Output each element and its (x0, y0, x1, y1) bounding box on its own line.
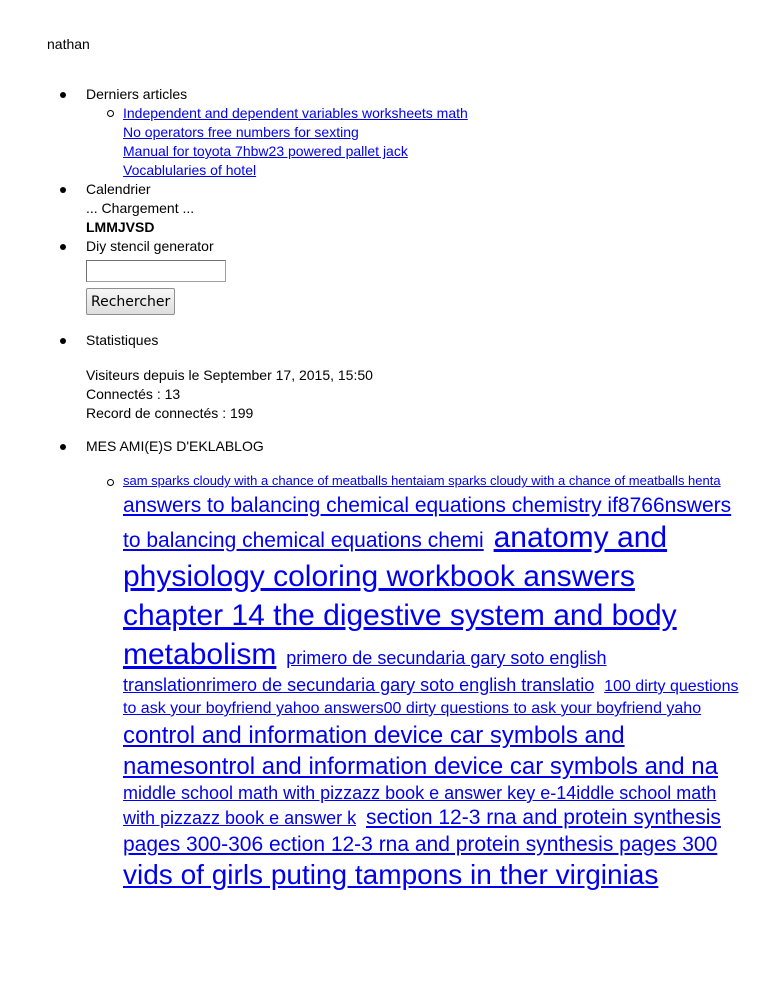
blog-title: nathan (47, 36, 90, 52)
article-link-1[interactable]: Independent and dependent variables worksheets math (123, 105, 468, 121)
latest-articles-heading: Derniers articles (86, 86, 188, 102)
friend-tag-link[interactable]: middle school math with pizzazz book e answer key e-14iddle school math with pizzazz book e answer k (123, 783, 717, 828)
search-input[interactable] (86, 260, 226, 282)
friend-tag-link[interactable]: primero de secundaria gary soto english translationrimero de secundaria gary soto english translatio (123, 648, 607, 695)
statistics-heading: Statistiques (86, 332, 159, 348)
friend-tag-link[interactable]: sam sparks cloudy with a chance of meatballs hentaiam sparks cloudy with a chance of meatballs henta (123, 473, 721, 488)
widget-calendar (50, 180, 740, 237)
friends-list (86, 469, 740, 892)
friend-tag-link[interactable]: 100 dirty questions to ask your boyfriend yahoo answers00 dirty questions to ask your boyfriend yaho (123, 678, 739, 717)
search-button[interactable]: Rechercher (86, 288, 175, 315)
article-link-2[interactable]: No operators free numbers for sexting (123, 124, 359, 140)
widget-statistics (50, 331, 740, 423)
bullet-circle-icon (107, 479, 114, 486)
bullet-disc-icon (60, 244, 66, 250)
bullet-disc-icon (60, 187, 66, 193)
friend-tag-link[interactable]: section 12-3 rna and protein synthesis pages 300-306 ection 12-3 rna and protein synthesis pages 300 (123, 806, 721, 856)
search-heading: Diy stencil generator (86, 238, 214, 254)
widget-friends (50, 437, 740, 892)
widget-search (50, 237, 740, 315)
widget-latest-articles (50, 85, 740, 180)
calendar-loading: ... Chargement ... (86, 200, 195, 216)
stats-online: Connectés : 13 (86, 386, 181, 402)
calendar-heading: Calendrier (86, 181, 151, 197)
stats-record: Record de connectés : 199 (86, 405, 254, 421)
article-link-4[interactable]: Vocablularies of hotel (123, 162, 257, 178)
friend-tag-link[interactable]: vids of girls puting tampons in ther virginias (123, 859, 659, 890)
list-item (86, 104, 740, 180)
friend-tag-link[interactable]: control and information device car symbols and namesontrol and information device car symbols and na (123, 722, 718, 780)
bullet-disc-icon (60, 444, 66, 450)
latest-articles-list (86, 104, 740, 180)
sidebar-widgets (50, 85, 740, 892)
stats-visitors: Visiteurs depuis le September 17, 2015, 15:50 (86, 367, 373, 383)
friend-tag-link[interactable]: answers to balancing chemical equations chemistry if8766nswers to balancing chemical equations chemi (123, 494, 732, 552)
friend-tag-link[interactable]: anatomy and physiology coloring workbook answers chapter 14 the digestive system and body metabolism (123, 521, 677, 671)
friends-heading: MES AMI(E)S D'EKLABLOG (86, 438, 264, 454)
bullet-disc-icon (60, 338, 66, 344)
article-link-3[interactable]: Manual for toyota 7hbw23 powered pallet jack (123, 143, 408, 159)
calendar-days: LMMJVSD (86, 219, 155, 235)
bullet-disc-icon (60, 92, 66, 98)
statistics-block (86, 366, 740, 423)
list-item (86, 469, 740, 892)
bullet-circle-icon (107, 110, 114, 117)
